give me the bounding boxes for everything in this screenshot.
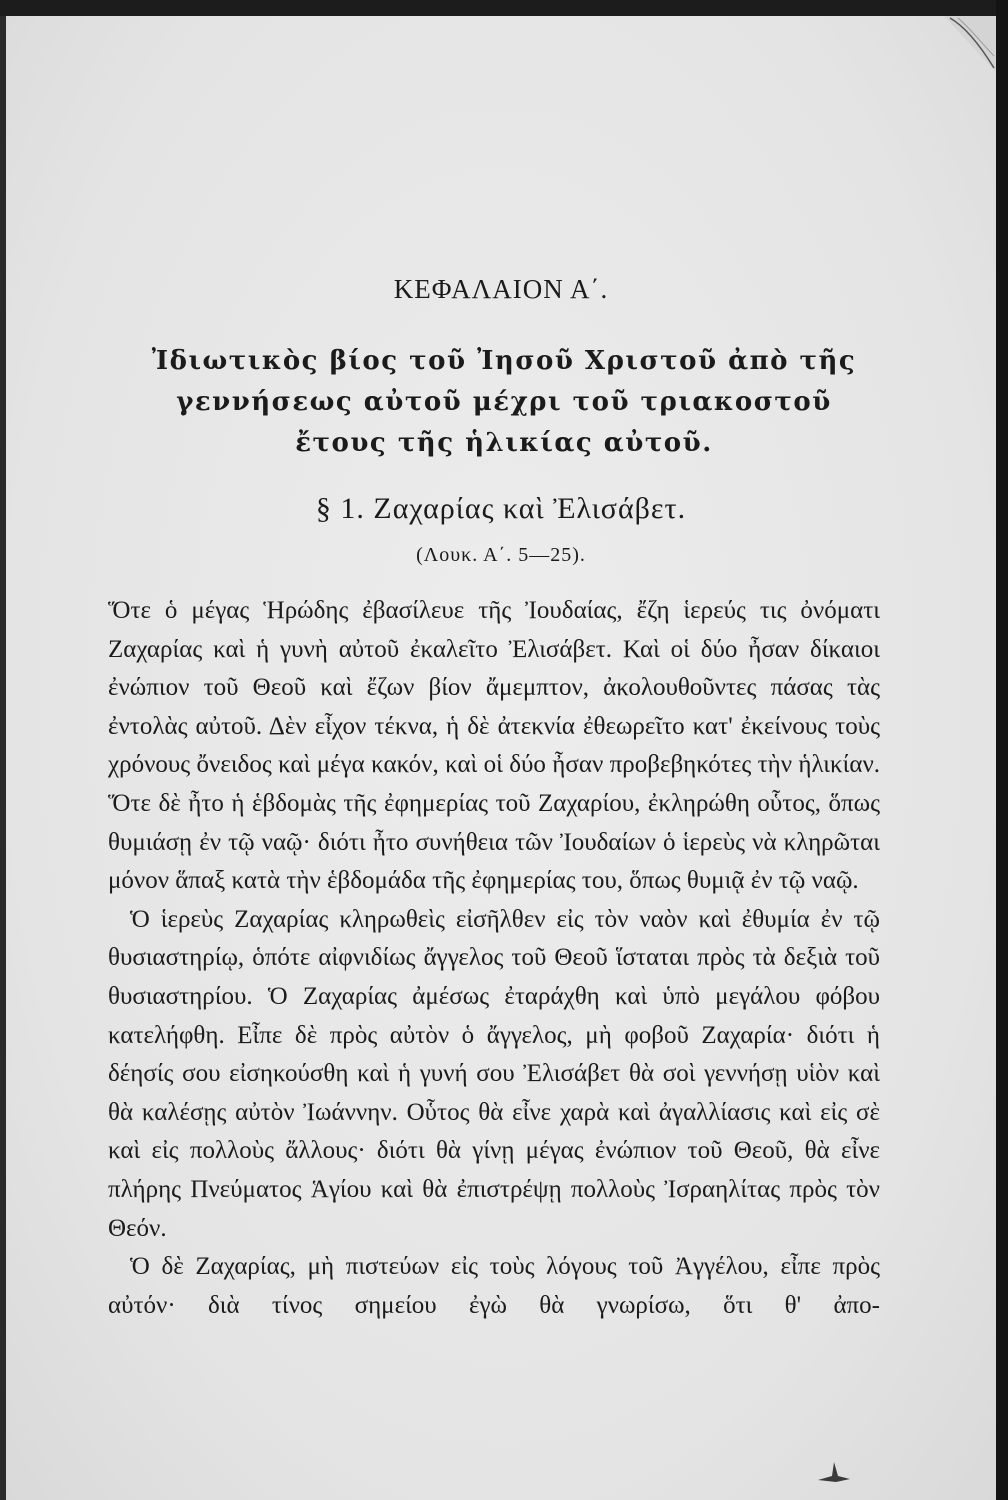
scripture-reference: (Λουκ. Α΄. 5—25). [416, 544, 586, 566]
ink-blot-icon [814, 1452, 854, 1486]
scan-border-top [0, 0, 1008, 16]
title-line: γεννήσεως αὐτοῦ μέχρι τοῦ τριακοστοῦ [176, 387, 832, 417]
book-page [6, 16, 996, 1500]
chapter-heading: ΚΕΦΑΛΑΙΟΝ Α΄. [393, 274, 609, 304]
paragraph: Ὁ δὲ Ζαχαρίας, μὴ πιστεύων εἰς τοὺς λόγους τοῦ Ἀγγέλου, εἶπε πρὸς αὐτόν· διὰ τίνος σημείου ἐγὼ θὰ γνωρίσω, ὅτι θ' ἀπο- [108, 1253, 880, 1319]
paragraph: Ὁ ἱερεὺς Ζαχαρίας κληρωθεὶς εἰσῆλθεν εἰς τὸν ναὸν καὶ ἐθυμία ἐν τῷ θυσιαστηρίῳ, ὁπότε αἰφνιδίως ἄγγελος τοῦ Θεοῦ ἵσταται πρὸς τὰ δεξιὰ τοῦ θυσιαστηρίου. Ὁ Ζαχαρίας ἀμέσως ἐταράχθη καὶ ὑπὸ μεγάλου φόβου κατελήφθη. Εἶπε δὲ πρὸς αὐτὸν ὁ ἄγγελος, μὴ φοβοῦ Ζαχαρία· διότι ἡ δέησίς σου εἰσηκούσθη καὶ ἡ γυνή σου Ἐλισάβετ θὰ σοὶ γεννήσῃ υἱὸν καὶ θὰ καλέσῃς αὐτὸν Ἰωάννην. Οὗτος θὰ εἶνε χαρὰ καὶ ἀγαλλίασις καὶ εἰς σὲ καὶ εἰς πολλοὺς ἄλλους· διότι θὰ γίνῃ μέγας ἐνώπιον τοῦ Θεοῦ, θὰ εἶνε πλήρης Πνεύματος Ἁγίου καὶ θὰ ἐπιστρέψῃ πολλοὺς Ἰσραηλίτας πρὸς τὸν Θεόν. [108, 905, 880, 1242]
chapter-title [86, 341, 922, 464]
paragraph: Ὅτε ὁ μέγας Ἡρώδης ἐβασίλευε τῆς Ἰουδαίας, ἔζη ἱερεύς τις ὀνόματι Ζαχαρίας καὶ ἡ γυνὴ αὐτοῦ ἐκαλεῖτο Ἐλισάβετ. Καὶ οἱ δύο ἦσαν δίκαιοι ἐνώπιον τοῦ Θεοῦ καὶ ἔζων βίον ἄμεμπτον, ἀκολουθοῦντες πάσας τὰς ἐντολὰς αὐτοῦ. Δὲν εἶχον τέκνα, ἡ δὲ ἀτεκνία ἐθεωρεῖτο κατ' ἐκείνους τοὺς χρόνους ὄνειδος καὶ μέγα κακόν, καὶ οἱ δύο ἦσαν προβεβηκότες τὴν ἡλικίαν. Ὅτε δὲ ἦτο ἡ ἑβδομὰς τῆς ἐφημερίας τοῦ Ζαχαρίου, ἐκληρώθη οὗτος, ὅπως θυμιάσῃ ἐν τῷ ναῷ· διότι ἦτο συνήθεια τῶν Ἰουδαίων ὁ ἱερεὺς νὰ κληρῶται μόνον ἅπαξ κατὰ τὴν ἑβδομάδα τῆς ἐφημερίας του, ὅπως θυμιᾷ ἐν τῷ ναῷ. [108, 597, 880, 895]
title-line: Ἰδιωτικὸς βίος τοῦ Ἰησοῦ Χριστοῦ ἀπὸ τῆς [151, 346, 857, 376]
section-heading: § 1. Ζαχαρίας καὶ Ἐλισάβετ. [315, 492, 687, 525]
folded-corner-icon [944, 16, 996, 72]
scan-border-right [996, 0, 1008, 1500]
body-text [108, 592, 880, 1325]
title-line: ἔτους τῆς ἡλικίας αὐτοῦ. [295, 428, 713, 458]
